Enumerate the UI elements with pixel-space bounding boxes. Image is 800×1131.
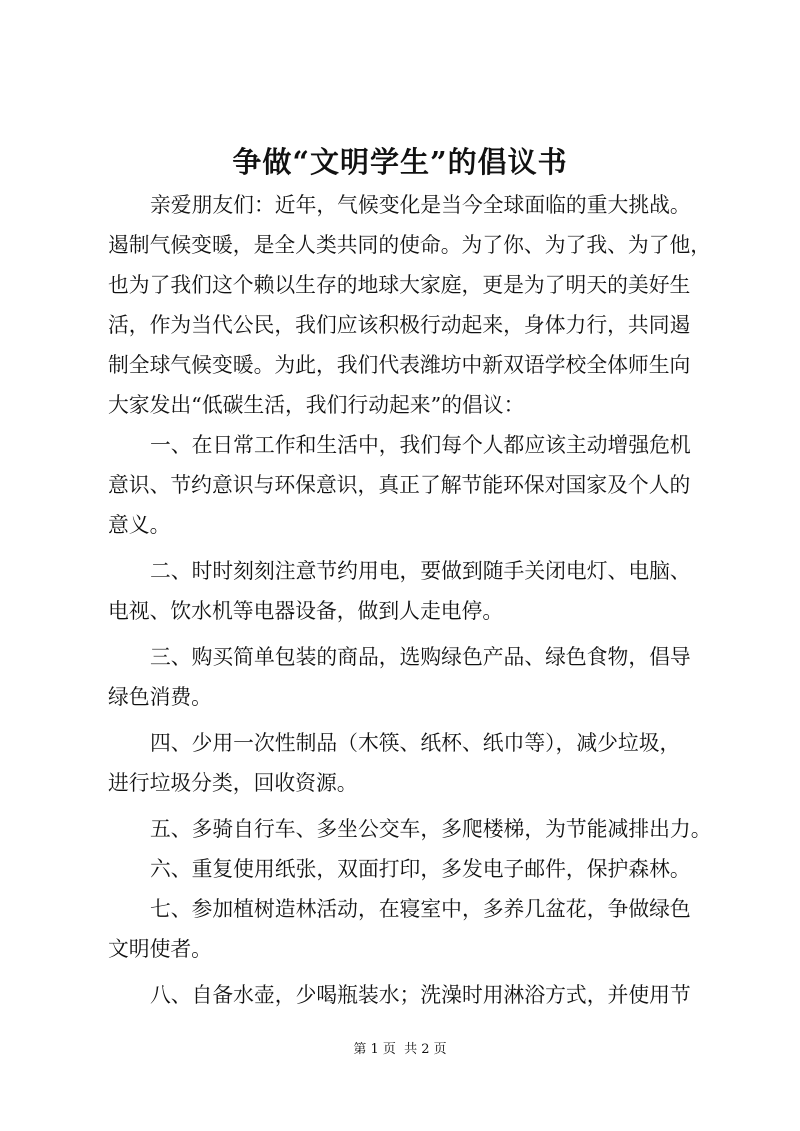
text-line: 三、购买简单包装的商品，选购绿色产品、绿色食物，倡导 [150, 645, 691, 669]
text-line: 二、时时刻刻注意节约用电，要做到随手关闭电灯、电脑、 [150, 559, 691, 583]
page-number: 第 1 页 [353, 1042, 396, 1057]
text-line: 六、重复使用纸张，双面打印，多发电子邮件，保护森林。 [150, 857, 691, 881]
text-line: 八、自备水壶，少喝瓶装水；洗澡时用淋浴方式，并使用节 [150, 983, 691, 1007]
text-line: 意识、节约意识与环保意识，真正了解节能环保对国家及个人的 [108, 473, 691, 497]
text-line: 遏制气候变暖，是全人类共同的使命。为了你、为了我、为了他， [108, 233, 712, 257]
text-line: 绿色消费。 [108, 685, 212, 709]
text-line: 意义。 [108, 513, 171, 537]
text-line: 五、多骑自行车、多坐公交车，多爬楼梯，为节能减排出力。 [150, 817, 712, 841]
page-footer [0, 1040, 800, 1060]
text-line: 大家发出“低碳生活，我们行动起来”的倡议： [108, 393, 525, 417]
text-line: 制全球气候变暖。为此，我们代表潍坊中新双语学校全体师生向 [108, 353, 691, 377]
text-line: 四、少用一次性制品（木筷、纸杯、纸巾等），减少垃圾， [150, 731, 681, 755]
text-line: 电视、饮水机等电器设备，做到人走电停。 [108, 599, 504, 623]
text-line: 文明使者。 [108, 937, 212, 961]
text-line: 活，作为当代公民，我们应该积极行动起来，身体力行，共同遏 [108, 313, 691, 337]
text-line: 也为了我们这个赖以生存的地球大家庭，更是为了明天的美好生 [108, 273, 691, 297]
text-line: 亲爱朋友们：近年，气候变化是当今全球面临的重大挑战。 [150, 193, 691, 217]
document-title: 争做“文明学生”的倡议书 [232, 145, 568, 179]
text-line: 一、在日常工作和生活中，我们每个人都应该主动增强危机 [150, 433, 691, 457]
document-body [108, 185, 712, 1015]
page-total: 共 2 页 [404, 1042, 447, 1057]
text-line: 七、参加植树造林活动，在寝室中，多养几盆花，争做绿色 [150, 897, 691, 921]
text-line: 进行垃圾分类，回收资源。 [108, 771, 358, 795]
